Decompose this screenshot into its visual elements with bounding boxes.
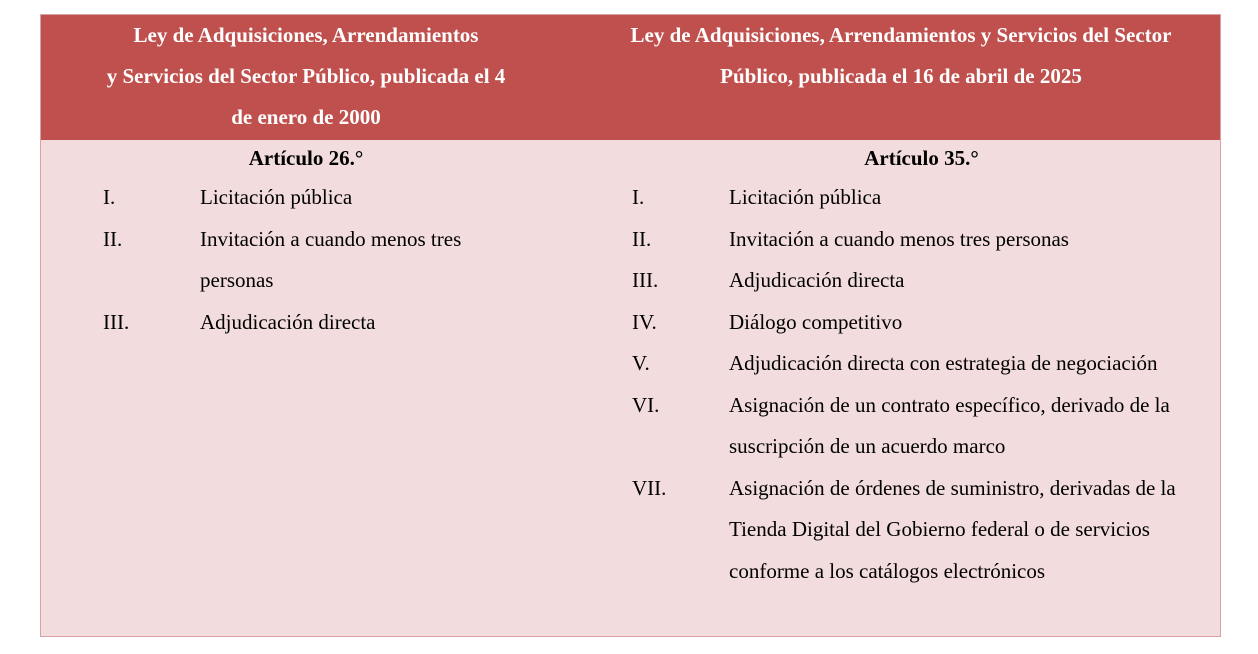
item-text: Adjudicación directa (729, 268, 905, 292)
item-text: Invitación a cuando menos tres personas (200, 226, 462, 292)
list-item (103, 219, 520, 302)
item-text: Asignación de un contrato específico, derivado de la suscripción de un acuerdo marco (729, 392, 1170, 458)
procedure-list (632, 177, 1199, 592)
header-line: Ley de Adquisiciones, Arrendamientos (133, 23, 479, 47)
article-title: Artículo 26.° (248, 146, 364, 170)
item-number: II. (632, 226, 652, 251)
list-item (103, 302, 520, 344)
item-number: III. (103, 309, 130, 334)
item-text: Invitación a cuando menos tres personas (729, 226, 1069, 251)
header-line: y Servicios del Sector Público, publicada el 4 (106, 64, 506, 88)
list-item (632, 302, 1199, 344)
item-number: V. (632, 351, 650, 375)
item-number: IV. (632, 309, 657, 334)
procedure-list (103, 177, 520, 343)
item-text: Licitación pública (200, 185, 353, 209)
list-item (632, 343, 1199, 385)
list-item (103, 177, 520, 219)
item-text: Asignación de órdenes de suministro, derivadas de la Tienda Digital del Gobierno federal o de servicios conforme a los catálogos electrónicos (729, 475, 1176, 583)
header-line: Ley de Adquisiciones, Arrendamientos y Servicios del Sector (630, 23, 1172, 47)
item-text: Diálogo competitivo (729, 309, 903, 334)
item-number: II. (103, 226, 123, 251)
list-item (632, 177, 1199, 219)
item-text: Licitación pública (729, 185, 882, 209)
header-line: de enero de 2000 (231, 105, 381, 129)
item-number: III. (632, 268, 659, 292)
item-number: I. (632, 185, 645, 209)
header-cell-2025-law (581, 15, 1221, 97)
item-number: VI. (632, 392, 660, 417)
table-header (41, 15, 1220, 140)
item-text: Adjudicación directa con estrategia de negociación (729, 351, 1158, 375)
list-item (632, 219, 1199, 261)
item-number: VII. (632, 475, 667, 500)
header-cell-2000-law (67, 15, 545, 138)
header-line: Público, publicada el 16 de abril de 2025 (720, 64, 1082, 88)
article-title: Artículo 35.° (864, 146, 979, 170)
comparison-table (40, 14, 1221, 637)
list-item (632, 385, 1199, 468)
list-item (632, 260, 1199, 302)
list-item (632, 468, 1199, 593)
item-text: Adjudicación directa (200, 309, 376, 334)
item-number: I. (103, 185, 116, 209)
